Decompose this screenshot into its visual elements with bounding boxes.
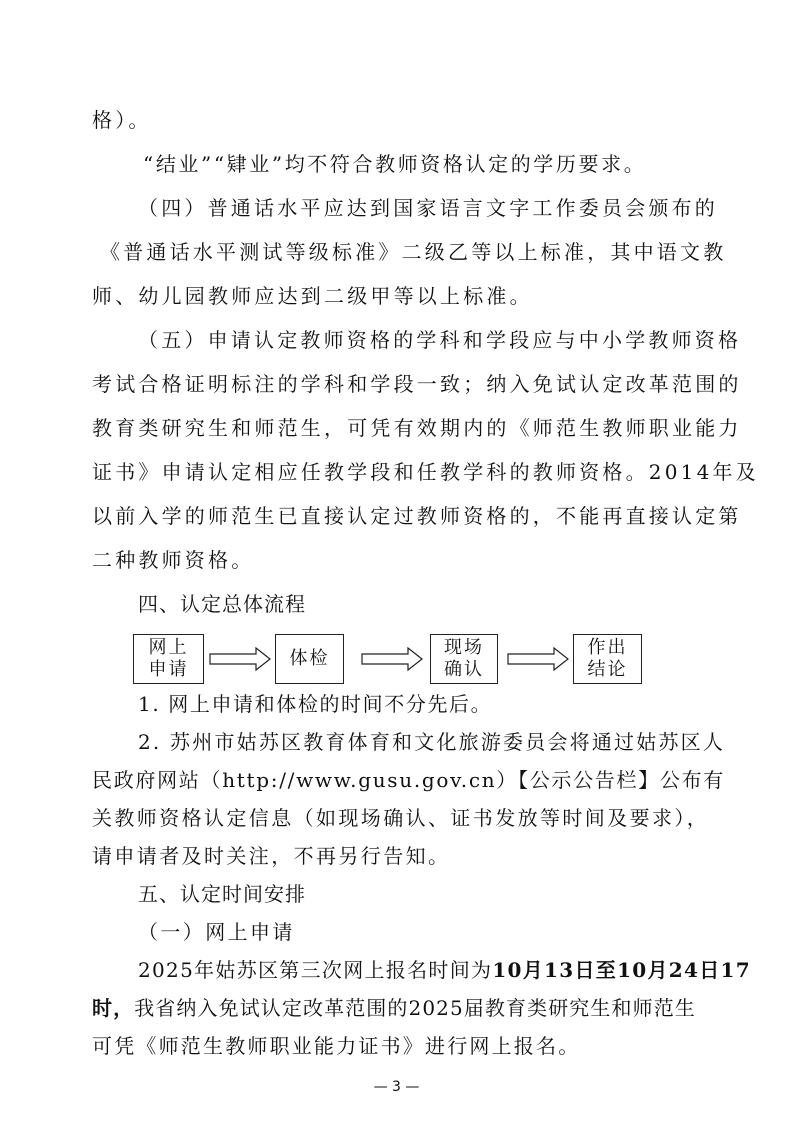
paragraph-line: （五）申请认定教师资格的学科和学段应与中小学教师资格 [138,328,742,352]
schedule-text: 我省纳入免试认定改革范围的2025届教育类研究生和师范生 [134,996,696,1020]
section-heading-4: 四、认定总体流程 [138,592,306,616]
flow-step-text: 网上 [148,637,189,658]
arrow-right-icon [360,646,424,672]
paragraph-line: 格）。 [92,108,152,132]
paragraph-line: 《普通话水平测试等级标准》二级乙等以上标准，其中语文教 [100,240,727,264]
flow-step-medical-exam [275,634,344,684]
schedule-text: 2025年姑苏区第三次网上报名时间为 [138,958,493,982]
flow-note-2-line: 关教师资格认定信息（如现场确认、证书发放等时间及要求）， [92,806,710,830]
paragraph-line: 以前入学的师范生已直接认定过教师资格的，不能再直接认定第 [92,504,742,528]
paragraph-line: 教育类研究生和师范生，可凭有效期内的《师范生教师职业能力 [92,416,742,440]
flow-note-2-line: 请申请者及时关注，不再另行告知。 [92,844,451,868]
paragraph-line: “结业”“肄业”均不符合教师资格认定的学历要求。 [143,152,647,176]
flow-step-conclusion [573,634,642,684]
flow-step-text: 申请 [148,659,189,680]
paragraph-line: 二种教师资格。 [92,548,255,572]
paragraph-line: （四）普通话水平应达到国家语言文字工作委员会颁布的 [138,196,718,220]
schedule-paragraph-line [138,958,751,982]
flow-step-text: 确认 [444,659,484,680]
flow-step-text: 体检 [289,648,330,669]
schedule-date-range: 10月13日至10月24日17 [492,958,751,982]
flow-note-2-line: 民政府网站（http://www.gusu.gov.cn）【公示公告栏】公布有 [92,768,726,792]
flow-step-text: 结论 [587,659,628,680]
paragraph-line: 考试合格证明标注的学科和学段一致；纳入免试认定改革范围的 [92,372,742,396]
flow-note-1: 1. 网上申请和体检的时间不分先后。 [138,692,493,716]
page-number: — 3 — [373,1079,420,1095]
arrow-right-icon [506,646,570,672]
schedule-paragraph-line: 可凭《师范生教师职业能力证书》进行网上报名。 [92,1034,581,1058]
schedule-date-range: 时， [92,996,135,1020]
paragraph-line: 证书》申请认定相应任教学段和任教学科的教师资格。2014年及 [92,460,759,484]
arrow-right-icon [208,646,272,672]
section-heading-5: 五、认定时间安排 [138,882,306,906]
flow-step-text: 现场 [444,637,484,658]
paragraph-line: 师、幼儿园教师应达到二级甲等以上标准。 [92,284,533,308]
flow-step-online-apply [133,634,204,684]
schedule-paragraph-line [92,996,696,1020]
subsection-heading: （一）网上申请 [138,920,295,944]
flow-step-onsite-confirm [430,634,498,684]
flow-step-text: 作出 [587,637,628,658]
flow-note-2: 2. 苏州市姑苏区教育体育和文化旅游委员会将通过姑苏区人 [138,730,726,754]
